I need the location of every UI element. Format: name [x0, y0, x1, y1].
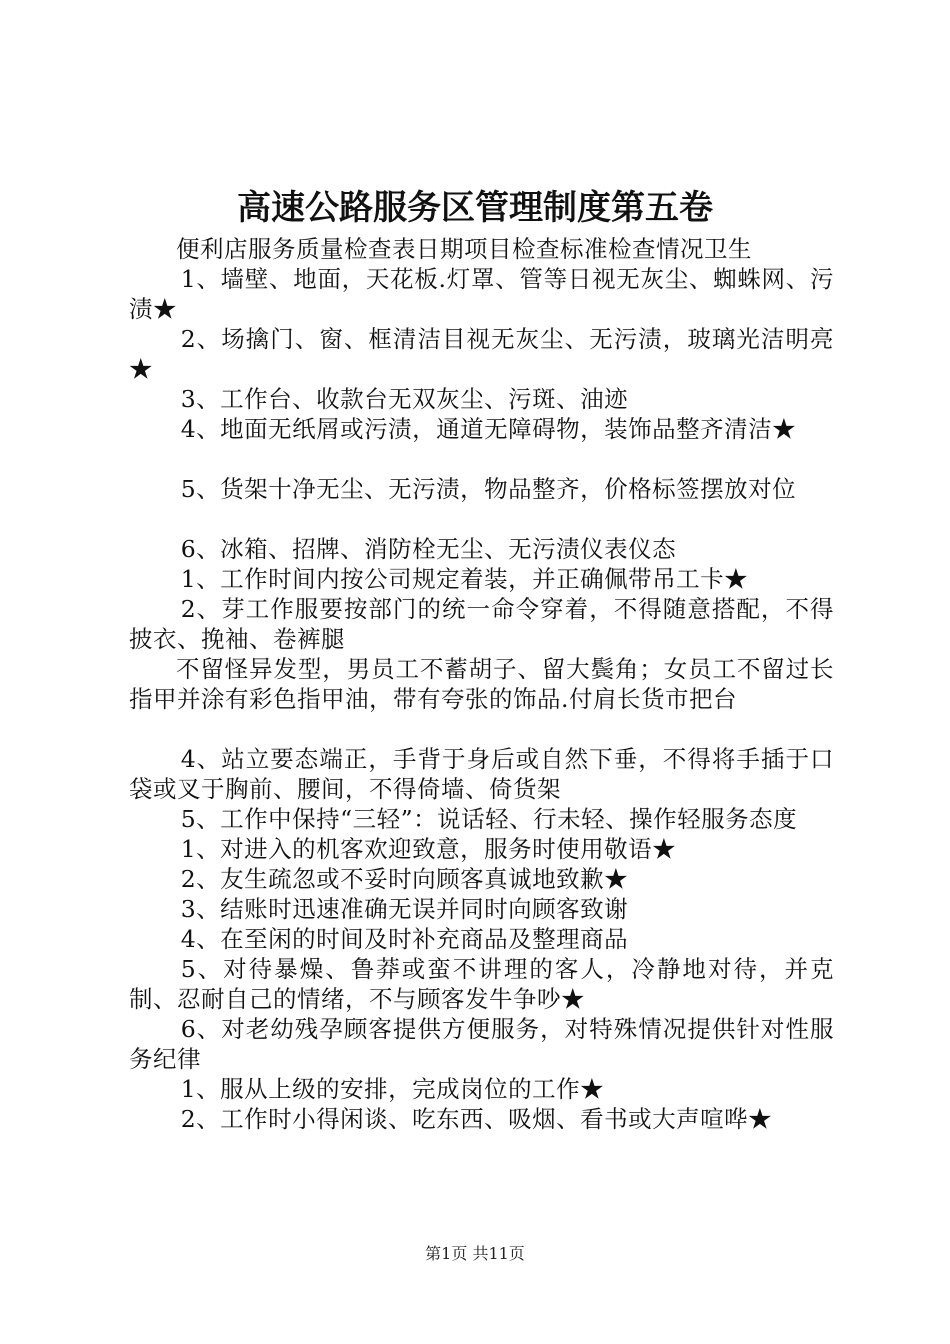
blank-line: [129, 444, 834, 474]
paragraph: 6、对老幼残孕顾客提供方便服务，对特殊情况提供针对性服务纪律: [129, 1015, 834, 1073]
blank-line: [129, 714, 834, 744]
paragraph: 3、工作台、收款台无双灰尘、污斑、油迹: [180, 385, 629, 413]
paragraph: 4、站立要态端正，手背于身后或自然下垂，不得将手插于口袋或叉于胸前、腰间，不得倚墙、倚货架: [129, 745, 834, 803]
paragraph: 5、工作中保持“三轻”：说话轻、行未轻、操作轻服务态度: [180, 805, 798, 833]
blank-line: [129, 504, 834, 534]
paragraph: 2、芽工作服要按部门的统一命令穿着，不得随意搭配，不得披衣、挽袖、卷裤腿: [129, 595, 834, 653]
paragraph: 5、对待暴燥、鲁莽或蛮不讲理的客人，冷静地对待，并克制、忍耐自己的情绪，不与顾客发牛争吵★: [129, 955, 834, 1013]
paragraph: 1、对进入的机客欢迎致意，服务时使用敬语★: [180, 835, 677, 863]
paragraph: 4、地面无纸屑或污渍，通道无障碍物，装饰品整齐清洁★: [180, 415, 797, 443]
paragraph: 5、货架十净无尘、无污渍，物品整齐，价格标签摆放对位: [180, 475, 797, 503]
paragraph: 2、场擒门、窗、框清洁目视无灰尘、无污渍，玻璃光洁明亮★: [129, 325, 834, 383]
paragraph: 不留怪异发型，男员工不蓄胡子、留大鬓角；女员工不留过长指甲并涂有彩色指甲油，带有夸张的饰品.付肩长货市把台: [129, 655, 834, 713]
paragraph: 1、工作时间内按公司规定着装，并正确佩带吊工卡★: [180, 565, 749, 593]
paragraph: 6、冰箱、招牌、消防栓无尘、无污渍仪表仪态: [180, 535, 677, 563]
paragraph: 便利店服务质量检查表日期项目检查标准检查情况卫生: [176, 235, 752, 263]
paragraph: 4、在至闲的时间及时补充商品及整理商品: [180, 925, 629, 953]
paragraph: 2、工作时小得闲谈、吃东西、吸烟、看书或大声喧哗★: [180, 1105, 773, 1133]
page-footer: 第1页 共11页: [425, 1244, 525, 1263]
paragraph: 2、友生疏忽或不妥时向顾客真诚地致歉★: [180, 865, 629, 893]
paragraph: 3、结账时迅速准确无误并同时向顾客致谢: [180, 895, 629, 923]
document-body: [129, 234, 834, 1134]
document-title: 高速公路服务区管理制度第五卷: [237, 188, 713, 228]
paragraph: 1、墙壁、地面，天花板.灯罩、管等日视无灰尘、蜘蛛网、污渍★: [129, 265, 834, 323]
paragraph: 1、服从上级的安排，完成岗位的工作★: [180, 1075, 605, 1103]
